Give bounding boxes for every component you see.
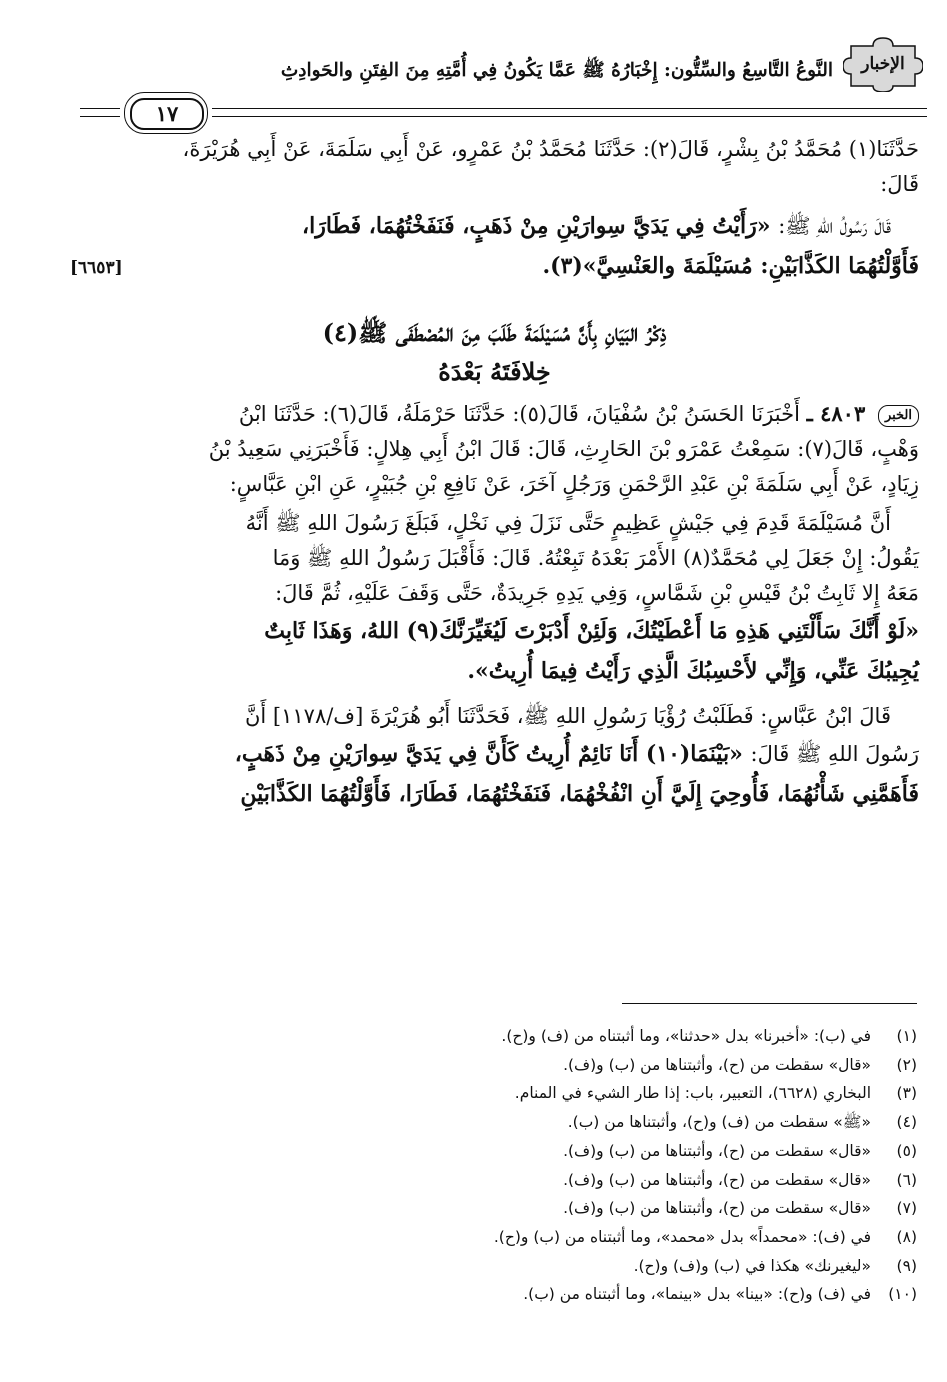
footnote-text: في (ف) و(ح): «بينا» بدل «بينما»، وما أثبتناه من (ب). — [523, 1285, 871, 1304]
header-rule — [80, 116, 120, 117]
header-rule — [212, 108, 927, 109]
footnote — [70, 1108, 917, 1137]
hadith-quote: يُجِيبُكَ عَنِّي، وَإِنِّي لأَحْسِبُكَ الَّذِي رَأَيْتُ فِيمَا أُرِيتُ». — [467, 658, 919, 684]
footnote-number: (٣) — [896, 1084, 917, 1103]
hadith-number: ٤٨٠٣ ـ — [806, 401, 866, 426]
footnote-text: «قال» سقطت من (ح)، وأثبتناها من (ب) و(ف). — [563, 1170, 871, 1189]
footnote — [70, 1194, 917, 1223]
hadith-text — [70, 734, 919, 774]
section-heading: ذِكْرُ البَيَانِ بِأَنَّ مُسَيْلَمَةَ طَلَبَ مِنَ المُصْطَفَى ﷺ(٤) — [322, 318, 667, 347]
footnote-number: (٩) — [896, 1256, 917, 1275]
footnotes — [70, 1022, 917, 1309]
footnote-number: (١٠) — [888, 1285, 917, 1304]
hadith-intro: قَالَ رَسُولُ اللهِ ﷺ: — [778, 214, 891, 238]
page-header — [70, 22, 929, 132]
main-text — [70, 132, 919, 814]
hadith-quote: «لَوْ أَنَّكَ سَأَلْتَنِي هَذِهِ مَا أَعْطَيْتُكَ، وَلَئِنْ أَدْبَرْتَ لَيُغَيِّرَنَّكَ(٩) اللهُ، وَهَذَا ثَابِتٌ — [264, 618, 919, 644]
text-line: زِيَادٍ، عَنْ أَبِي سَلَمَةَ بْنِ عَبْدِ الرَّحْمَنِ وَرَجُلٍ آخَرَ، عَنْ نَافِعِ بْنِ جُبَيْرٍ، عَنِ ابْنِ عَبَّاسٍ: — [229, 472, 919, 496]
footnote-text: البخاري (٦٦٢٨)، التعبير، باب: إذا طار الشيء في المنام. — [514, 1084, 871, 1103]
isnad-text: أَخْبَرَنَا الحَسَنُ بْنُ سُفْيَانَ، قَالَ(٥): حَدَّثَنَا حَرْمَلَةُ، قَالَ(٦): حَدَّثَنَا ابْنُ — [238, 402, 800, 426]
footnote-separator — [622, 1003, 917, 1004]
hadith-quote: فَأَوَّلْتُهُمَا الكَذَّابَيْنِ: مُسَيْلَمَةَ والعَنْسِيَّ»(٣). — [542, 253, 919, 279]
footnote — [70, 1079, 917, 1108]
footnote-text: «قال» سقطت من (ح)، وأثبتناها من (ب) و(ف). — [563, 1199, 871, 1218]
hadith-quote: فَأَهَمَّنِي شَأْنُهُمَا، فَأُوحِيَ إِلَيَّ أَنِ انْفُخْهُمَا، فَنَفَخْتُهُمَا، فَطَارَا، فَأَوَّلْتُهُمَا الكَذَّابَيْنِ — [240, 781, 919, 807]
hadith-line-with-ref — [70, 246, 919, 286]
footnote-text: «قال» سقطت من (ح)، وأثبتناها من (ب) و(ف). — [563, 1055, 871, 1074]
hadith-intro: رَسُولَ اللهِ ﷺ قَالَ: — [750, 742, 919, 766]
footnote-number: (٦) — [896, 1170, 917, 1189]
footnote-text: «قال» سقطت من (ح)، وأثبتناها من (ب) و(ف). — [563, 1141, 871, 1160]
hadith-badge: الخبر — [878, 405, 919, 427]
footnote-number: (٧) — [896, 1199, 917, 1218]
footnote — [70, 1223, 917, 1252]
footnote — [70, 1252, 917, 1281]
footnote — [70, 1051, 917, 1080]
footnote — [70, 1280, 917, 1309]
section-badge: الإخبار — [861, 54, 905, 74]
text-line: قَالَ ابْنُ عَبَّاسٍ: فَطَلَبْتُ رُؤْيَا رَسُولِ اللهِ ﷺ، فَحَدَّثَنَا أَبُو هُرَيْرَةَ [ف/١١٧٨] أَنَّ — [244, 704, 891, 728]
hadith-quote: «بَيْنَمَا(١٠) أَنَا نَائِمٌ أُرِيتُ كَأَنَّ فِي يَدَيَّ سِوارَيْنِ مِنْ ذَهَبٍ، — [234, 741, 743, 767]
footnote — [70, 1137, 917, 1166]
footnote-text: في (ف): «محمداً» بدل «محمد»، وما أثبتناه من (ب) و(ح). — [493, 1227, 871, 1246]
footnote-number: (٨) — [896, 1227, 917, 1246]
isnad-line — [70, 396, 919, 432]
footnote-text: في (ب): «أخبرنا» بدل «حدثنا»، وما أثبتناه من (ف) و(ح). — [501, 1027, 871, 1045]
hadith-quote: «رَأَيْتُ فِي يَدَيَّ سِوارَيْنِ مِنْ ذَهَبٍ، فَنَفَخْتُهُمَا، فَطَارَا، — [302, 213, 771, 239]
header-rule — [80, 108, 120, 109]
header-rule — [212, 116, 927, 117]
footnote-number: (٤) — [896, 1113, 917, 1132]
text-line: وَهْبٍ، قَالَ(٧): سَمِعْتُ عَمْرَو بْنَ الحَارِثِ، قَالَ: قَالَ ابْنُ أَبِي هِلالٍ: فَأَخْبَرَنِي سَعِيدُ بْنُ — [208, 437, 919, 461]
text-line: يَقُولُ: إِنْ جَعَلَ لِي مُحَمَّدٌ(٨) الأَمْرَ بَعْدَهُ تَبِعْتُهُ. قَالَ: فَأَقْبَلَ رَسُولُ اللهِ ﷺ وَمَا — [272, 546, 919, 570]
text-line: أَنَّ مُسَيْلَمَةَ قَدِمَ فِي جَيْشٍ عَظِيمٍ حَتَّى نَزَلَ فِي نَخْلٍ، فَبَلَغَ رَسُولَ اللهِ ﷺ أَنَّهُ — [245, 511, 891, 535]
text-line: مَعَهُ إِلا ثَابِتُ بْنُ قَيْسِ بْنِ شَمَّاسٍ، وَفِي يَدِهِ جَرِيدَةٌ، حَتَّى وَقَفَ عَلَيْهِ، ثُمَّ قَالَ: — [275, 581, 919, 605]
footnote — [70, 1022, 917, 1051]
footnote-number: (٥) — [896, 1141, 917, 1160]
page-number: ١٧ — [130, 98, 204, 130]
section-heading: خِلافَتَهُ بَعْدَهُ — [438, 357, 551, 386]
footnote — [70, 1166, 917, 1195]
text-line: حَدَّثَنَا(١) مُحَمَّدُ بْنُ بِشْرٍ، قَالَ(٢): حَدَّثَنَا مُحَمَّدُ بْنُ عَمْرٍو، عَنْ أَبِي سَلَمَةَ، عَنْ أَبِي هُرَيْرَةَ، — [182, 137, 919, 161]
footnote-text: «ليغيرنك» هكذا في (ب) و(ف) و(ح). — [633, 1256, 871, 1275]
footnote-number: (١) — [896, 1027, 917, 1045]
text-line: قَالَ: — [880, 172, 919, 196]
footnote-number: (٢) — [896, 1055, 917, 1074]
running-title: النَّوعُ التَّاسِعُ والسِّتُّون: إِخْبَارُهُ ﷺ عَمَّا يَكُونُ فِي أُمَّتِهِ مِنَ الفِتَنِ والحَوادِثِ — [280, 60, 833, 81]
hadith-reference: [٦٦٥٣] — [70, 258, 123, 278]
hadith-text — [70, 206, 919, 246]
footnote-text: «ﷺ» سقطت من (ف) و(ح)، وأثبتناها من (ب). — [567, 1113, 871, 1132]
